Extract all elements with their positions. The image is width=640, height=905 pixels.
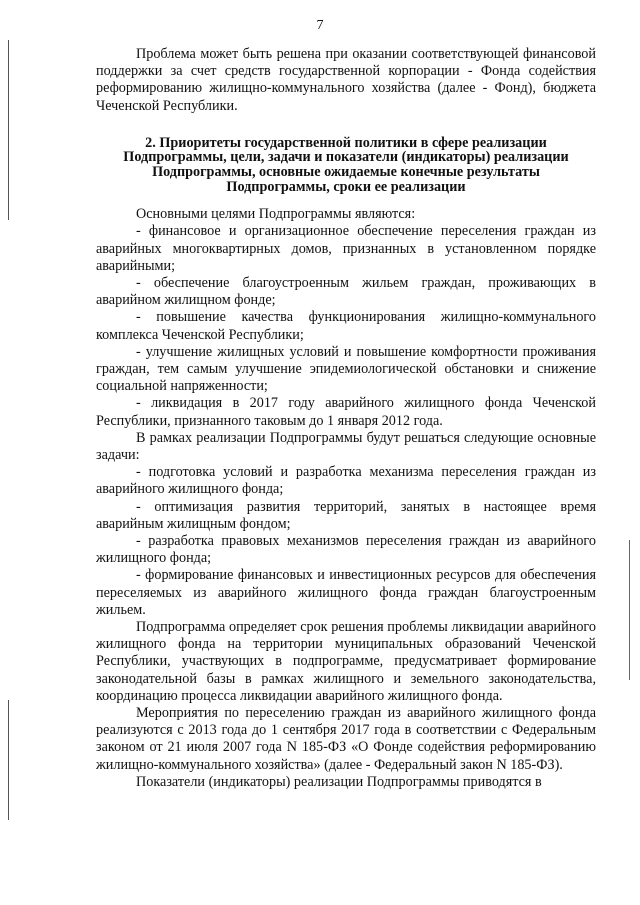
task-item: - формирование финансовых и инвестиционных ресурсов для обеспечения переселяемых из аварийного жилищного фонда граждан благоустроенным жильем. — [96, 567, 596, 618]
tasks-intro: В рамках реализации Подпрограммы будут решаться следующие основные задачи: — [96, 429, 596, 464]
section-heading-line: Подпрограммы, сроки ее реализации — [226, 178, 466, 195]
goal-item: - финансовое и организационное обеспечение переселения граждан из аварийных многоквартирных домов, признанных в установленном порядке аварийными; — [96, 223, 596, 274]
page-number: 7 — [316, 18, 324, 33]
task-item: - подготовка условий и разработка механизма переселения граждан из аварийного жилищного фонда; — [96, 464, 596, 498]
indicators-paragraph: Показатели (индикаторы) реализации Подпрограммы приводятся в — [136, 773, 542, 790]
section-heading-line: Подпрограммы, основные ожидаемые конечные результаты — [152, 164, 540, 180]
section-heading-line: Подпрограммы, цели, задачи и показатели (индикаторы) реализации — [123, 149, 569, 166]
term-paragraph: Подпрограмма определяет срок решения проблемы ликвидации аварийного жилищного фонда на территории муниципальных образований Чеченской Республики, участвующих в подпрограмме, предусматривает формирование законодательной базы в рамках жилищного и земельного законодательства, координацию процесса ликвидации аварийного жилищного фонда. — [96, 619, 596, 704]
section-heading — [96, 136, 596, 194]
scan-edge-mark-right — [629, 540, 630, 680]
goal-item: - повышение качества функционирования жилищно-коммунального комплекса Чеченской Республики; — [96, 309, 596, 343]
measures-paragraph: Мероприятия по переселению граждан из аварийного жилищного фонда реализуются с 2013 года до 1 сентября 2017 года в соответствии с Федеральным законом от 21 июля 2007 года N 185-ФЗ «О Фонде содействия реформированию жилищно-коммунального хозяйства» (далее - Федеральный закон N 185-ФЗ). — [96, 705, 596, 773]
scan-edge-mark-left — [8, 40, 9, 220]
goal-item: - улучшение жилищных условий и повышение комфортности проживания граждан, тем самым улучшение эпидемиологической обстановки и снижение социальной напряженности; — [96, 343, 596, 395]
scan-edge-mark-left-lower — [8, 700, 9, 820]
intro-paragraph: Проблема может быть решена при оказании соответствующей финансовой поддержки за счет средств государственной корпорации - Фонда содействия реформированию жилищно-коммунального хозяйства (далее - Фонд), бюджета Чеченской Республики. — [96, 46, 596, 114]
document-body — [96, 46, 596, 791]
task-item: - оптимизация развития территорий, занятых в настоящее время аварийным жилищным фондом; — [96, 498, 596, 532]
task-item: - разработка правовых механизмов переселения граждан из аварийного жилищного фонда; — [96, 533, 596, 567]
goal-item: - обеспечение благоустроенным жильем граждан, проживающих в аварийном жилищном фонде; — [96, 275, 596, 309]
section-heading-line: 2. Приоритеты государственной политики в сфере реализации — [145, 134, 547, 151]
goal-item: - ликвидация в 2017 году аварийного жилищного фонда Чеченской Республики, признанного таковым до 1 января 2012 года. — [96, 395, 596, 429]
goals-intro: Основными целями Подпрограммы являются: — [136, 206, 416, 223]
